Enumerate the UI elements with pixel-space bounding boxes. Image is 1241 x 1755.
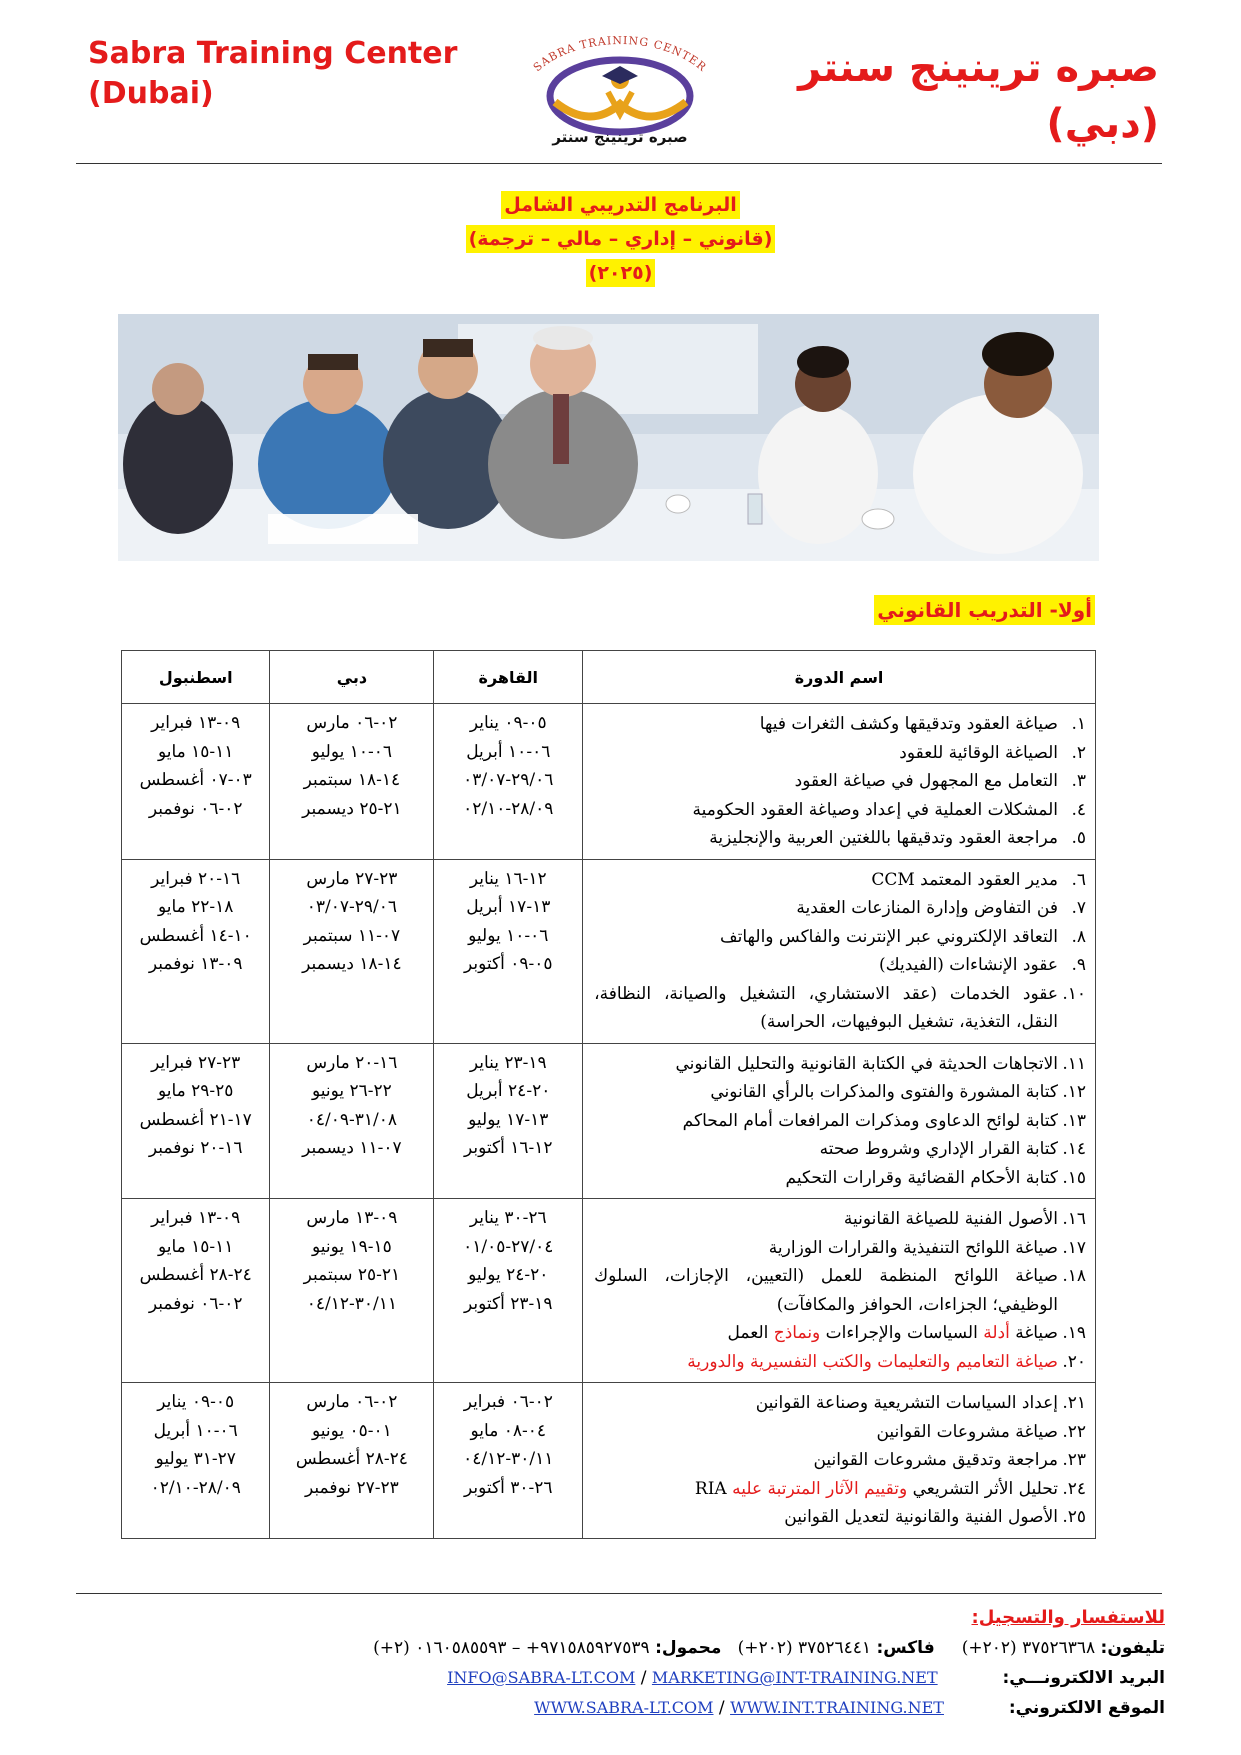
date-entry: ٠٧-١١ سبتمبر (303, 925, 401, 946)
date-entry: ١٤-١٨ ديسمبر (302, 954, 402, 974)
course-item: ١٣. كتابة لوائح الدعاوى ومذكرات المرافعات أمام المحاكم (682, 1110, 1086, 1131)
cairo-dates-cell (434, 1199, 583, 1383)
table-row (122, 704, 1096, 860)
date-entry: ٢١-٢٥ سبتمبر (303, 1265, 401, 1285)
phone-number: ٣٧٥٢٦٣٦٨ (٢٠٢+) (961, 1638, 1096, 1658)
website-row (75, 1693, 1165, 1723)
table-header-row (122, 651, 1096, 704)
dubai-dates-cell (270, 704, 434, 860)
date-entry: ٠٦-١٠ يوليو (311, 741, 393, 762)
header-arabic (798, 40, 1159, 152)
course-item: ١٢. كتابة المشورة والفتوى والمذكرات بالرأي القانوني (710, 1082, 1086, 1102)
logo-arabic-text: صبره ترينينج سنتر (552, 128, 688, 146)
date-entry: ٢٧-٣١ يوليو (155, 1449, 236, 1469)
footer-divider (76, 1593, 1162, 1594)
header-course-name: اسم الدورة (583, 651, 1096, 704)
date-entry: ٢٧/٠٤-٠١/٠٥ (463, 1236, 554, 1257)
date-entry: ٠٥-٠٩ أكتوبر (464, 954, 553, 974)
course-item: ١٧. صياغة اللوائح التنفيذية والقرارات الوزارية (768, 1237, 1086, 1258)
dubai-dates-cell (270, 1199, 434, 1383)
date-entry: ٠٦-١٠ أبريل (153, 1420, 238, 1441)
date-entry: ٢٦-٣٠ يناير (469, 1208, 547, 1228)
contact-footer (75, 1603, 1165, 1723)
course-item: ٢. الصياغة الوقائية للعقود (899, 742, 1086, 763)
date-entry: ٢٠-٢٤ أبريل (466, 1081, 551, 1101)
dubai-dates-cell (270, 859, 434, 1043)
date-entry: ١٩-٢٣ يناير (469, 1052, 547, 1073)
header-english (88, 34, 457, 114)
date-entry: ١٨-٢٢ مايو (157, 897, 234, 917)
istanbul-dates-cell (122, 1043, 270, 1199)
date-entry: ٢٣-٢٧ نوفمبر (305, 1477, 399, 1498)
header-cairo: القاهرة (434, 651, 583, 704)
course-item: ١١. الاتجاهات الحديثة في الكتابة القانونية والتحليل القانوني (675, 1053, 1086, 1074)
date-entry: ٠٩-١٣ مارس (306, 1208, 398, 1228)
course-list-cell (583, 704, 1096, 860)
course-item: ١٦. الأصول الفنية للصياغة القانونية (843, 1209, 1086, 1229)
course-item: ٢٢. صياغة مشروعات القوانين (876, 1421, 1086, 1442)
date-entry: ٢٤-٢٨ أغسطس (139, 1265, 252, 1285)
date-entry: ٢٦-٣٠ أكتوبر (464, 1477, 553, 1498)
date-entry: ٠٩-١٣ فبراير (151, 1208, 241, 1228)
date-entry: ١٩-٢٣ أكتوبر (464, 1293, 553, 1314)
course-item: ٨. التعاقد الإلكتروني عبر الإنترنت والفاكس والهاتف (720, 926, 1086, 947)
sabra-logo (490, 30, 750, 148)
course-item: ٧. فن التفاوض وإدارة المنازعات العقدية (796, 898, 1086, 918)
cairo-dates-cell (434, 1043, 583, 1199)
cairo-dates-cell (434, 859, 583, 1043)
date-entry: ١٣-١٧ يوليو (468, 1109, 549, 1130)
table-row (122, 1043, 1096, 1199)
date-entry: ١٢-١٦ يناير (469, 868, 547, 889)
course-list-cell (583, 1043, 1096, 1199)
istanbul-dates-cell (122, 859, 270, 1043)
course-list-cell (583, 1383, 1096, 1539)
program-title (0, 191, 1241, 293)
date-entry: ٢٣-٢٧ فبراير (151, 1052, 241, 1073)
website-link-sabra[interactable]: WWW.SABRA-LT.COM (534, 1698, 714, 1717)
date-entry: ١٦-٢٠ فبراير (151, 868, 241, 889)
date-entry: ٢٤-٢٨ أغسطس (295, 1449, 408, 1469)
inquiry-heading: للاستفسار والتسجيل: (971, 1607, 1165, 1628)
section-heading: أولا- التدريب القانوني (874, 595, 1095, 625)
istanbul-dates-cell (122, 1199, 270, 1383)
table-row (122, 1383, 1096, 1539)
center-name-ar: صبره ترينينج سنتر (798, 45, 1159, 91)
date-entry: ٠٥-٠٩ يناير (469, 713, 547, 733)
date-entry: ٠٩-١٣ نوفمبر (148, 954, 243, 974)
logo-arc-text: SABRA TRAINING CENTER (530, 33, 710, 75)
website-label: الموقع الالكتروني: (1008, 1698, 1165, 1718)
date-entry: ٢٨/٠٩-٠٢/١٠ (463, 798, 554, 819)
date-entry: ٠٩-١٣ فبراير (151, 713, 241, 733)
website-link-int[interactable]: WWW.INT.TRAINING.NET (730, 1698, 944, 1717)
date-entry: ١٤-١٨ سبتمبر (303, 770, 401, 790)
date-entry: ٢٠-٢٤ يوليو (468, 1265, 549, 1285)
course-item: ٢٤. تحليل الأثر التشريعي وتقييم الآثار المترتبة عليه RIA (694, 1478, 1086, 1499)
cairo-dates-cell (434, 1383, 583, 1539)
course-item: ٢٥. الأصول الفنية والقانونية لتعديل القوانين (784, 1507, 1086, 1527)
phone-label: تليفون: (1100, 1638, 1165, 1658)
istanbul-dates-cell (122, 704, 270, 860)
course-item: ١٤. كتابة القرار الإداري وشروط صحته (819, 1139, 1086, 1159)
course-item: ١٩. صياغة أدلة السياسات والإجراءات ونماذج العمل (727, 1323, 1086, 1343)
email-separator: / (640, 1668, 647, 1688)
course-item: ٢٣. مراجعة وتدقيق مشروعات القوانين (813, 1450, 1086, 1470)
date-entry: ٢١-٢٥ ديسمبر (302, 798, 402, 819)
course-item: ٩. عقود الإنشاءات (الفيديك) (879, 955, 1086, 975)
header-dubai: دبي (270, 651, 434, 704)
phone-row (75, 1633, 1165, 1663)
date-entry: ١٦-٢٠ نوفمبر (148, 1138, 243, 1158)
date-entry: ٠٢-٠٦ مارس (306, 713, 398, 733)
email-link-marketing[interactable]: MARKETING@INT-TRAINING.NET (651, 1668, 938, 1687)
table-row (122, 1199, 1096, 1383)
date-entry: ٢٨/٠٩-٠٢/١٠ (150, 1477, 241, 1498)
date-entry: ١١-١٥ مايو (157, 1236, 234, 1257)
center-name-en: Sabra Training Center (88, 36, 458, 71)
course-item: ١٠. عقود الخدمات (عقد الاستشاري، التشغيل والصيانة، النظافة، النقل، التغذية، تشغيل البوفيهات، الحراسة) (594, 983, 1086, 1032)
istanbul-dates-cell (122, 1383, 270, 1539)
date-entry: ١٢-١٦ أكتوبر (464, 1138, 553, 1158)
mobile-label: محمول: (655, 1638, 722, 1658)
date-entry: ٣٠/١١-٠٤/١٢ (463, 1449, 554, 1469)
cairo-dates-cell (434, 704, 583, 860)
date-entry: ١٥-١٩ يونيو (311, 1236, 392, 1257)
date-entry: ٠٢-٠٦ فبراير (463, 1392, 553, 1412)
date-entry: ٢٩/٠٦-٠٣/٠٧ (463, 770, 554, 790)
header-istanbul: اسطنبول (122, 651, 270, 704)
course-list-cell (583, 859, 1096, 1043)
date-entry: ٠٢-٠٦ نوفمبر (148, 798, 243, 819)
date-entry: ٠٥-٠٩ يناير (157, 1392, 235, 1412)
dubai-dates-cell (270, 1383, 434, 1539)
course-item: ١٨. صياغة اللوائح المنظمة للعمل (التعيين، الإجازات، السلوك الوظيفي؛ الجزاءات، الحوافز والمكافآت) (594, 1266, 1086, 1315)
date-entry: ٠٢-٠٦ مارس (306, 1392, 398, 1412)
course-list-cell (583, 1199, 1096, 1383)
course-item: ٢١. إعداد السياسات التشريعية وصناعة القوانين (755, 1393, 1086, 1413)
center-city-ar: (دبي) (1046, 101, 1159, 147)
date-entry: ٠١-٠٥ يونيو (311, 1420, 392, 1441)
date-entry: ٢٩/٠٦-٠٣/٠٧ (306, 897, 398, 917)
email-label: البريد الالكترونـــي: (1002, 1668, 1165, 1688)
date-entry: ٠٢-٠٦ نوفمبر (148, 1293, 243, 1314)
course-item: ٥. مراجعة العقود وتدقيقها باللغتين العربية والإنجليزية (709, 828, 1086, 848)
table-row (122, 859, 1096, 1043)
course-item: ١. صياغة العقود وتدقيقها وكشف الثغرات فيها (759, 714, 1086, 734)
date-entry: ١٧-٢١ أغسطس (139, 1109, 252, 1130)
email-link-info[interactable]: INFO@SABRA-LT.COM (447, 1668, 636, 1687)
date-entry: ١٦-٢٠ مارس (306, 1052, 398, 1073)
website-separator: / (718, 1698, 725, 1718)
date-entry: ١٠-١٤ أغسطس (139, 925, 252, 946)
dubai-dates-cell (270, 1043, 434, 1199)
fax-number: ٣٧٥٢٦٤٤١ (٢٠٢+) (737, 1638, 872, 1658)
date-entry: ١٣-١٧ أبريل (466, 897, 551, 917)
date-entry: ٢٣-٢٧ مارس (306, 868, 398, 889)
email-row (75, 1663, 1165, 1693)
title-line-3: (٢٠٢٥) (586, 259, 656, 287)
fax-label: فاكس: (876, 1638, 935, 1658)
date-entry: ٠٦-١٠ يوليو (468, 925, 549, 946)
course-item: ٦. مدير العقود المعتمد CCM (871, 869, 1086, 890)
date-entry: ١١-١٥ مايو (157, 741, 234, 762)
business-meeting-photo (118, 314, 1099, 561)
title-line-1: البرنامج التدريبي الشامل (501, 191, 739, 219)
course-item: ٢٠. صياغة التعاميم والتعليمات والكتب التفسيرية والدورية (687, 1351, 1086, 1372)
date-entry: ٠٤-٠٨ مايو (470, 1420, 546, 1441)
training-schedule-table (121, 650, 1096, 1539)
date-entry: ٠٦-١٠ أبريل (466, 741, 551, 762)
date-entry: ٢٢-٢٦ يونيو (311, 1081, 392, 1101)
center-city-en: (Dubai) (88, 76, 214, 111)
header-divider (76, 163, 1162, 164)
mobile-number: ٩٧١٥٨٥٩٢٧٥٣٩+ – ٠١٦٠٥٨٥٥٩٣ (٢+) (373, 1638, 650, 1658)
date-entry: ٢٥-٢٩ مايو (157, 1081, 234, 1101)
date-entry: ٠٧-١١ ديسمبر (302, 1138, 402, 1158)
date-entry: ٠٣-٠٧ أغسطس (139, 770, 252, 790)
course-item: ٤. المشكلات العملية في إعداد وصياغة العقود الحكومية (692, 799, 1086, 820)
course-item: ٣. التعامل مع المجهول في صياغة العقود (794, 771, 1086, 791)
title-line-2: (قانوني – إداري – مالي – ترجمة) (466, 225, 776, 253)
date-entry: ٣١/٠٨-٠٤/٠٩ (306, 1109, 398, 1130)
course-item: ١٥. كتابة الأحكام القضائية وقرارات التحكيم (785, 1167, 1086, 1188)
date-entry: ٣٠/١١-٠٤/١٢ (306, 1293, 398, 1314)
